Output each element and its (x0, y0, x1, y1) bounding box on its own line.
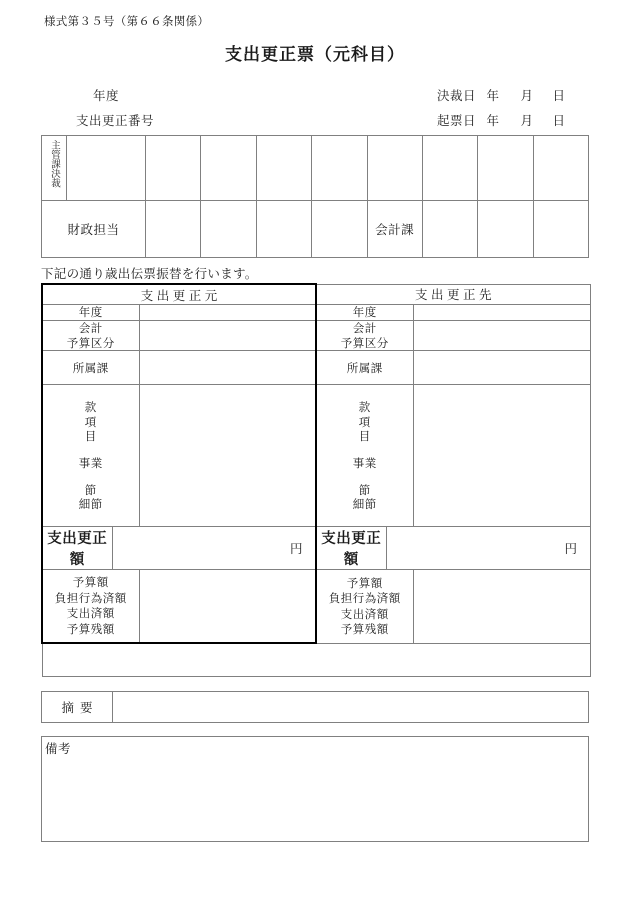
source-account-division-value[interactable] (139, 321, 316, 351)
summary-table (41, 691, 589, 723)
source-budget-summary-value[interactable] (139, 570, 316, 644)
approval-stamp-cell[interactable] (256, 136, 311, 201)
classification-line-2: 項 (84, 414, 97, 429)
finance-stamp-cell[interactable] (256, 201, 311, 258)
table-row-amount (42, 527, 590, 570)
approval-row-department (42, 136, 589, 201)
table-row (42, 351, 590, 385)
destination-department-value[interactable] (413, 351, 590, 385)
statement-text: 下記の通り歳出伝票振替を行います。 (41, 266, 258, 281)
source-amount-value[interactable] (112, 527, 316, 570)
currency-unit: 円 (564, 541, 578, 557)
approval-stamp-cell[interactable] (312, 136, 367, 201)
approval-vertical-label: 主管課決裁 (42, 136, 67, 201)
budget-summary-labels (42, 570, 139, 644)
budget-summary-labels (316, 570, 413, 644)
source-fiscal-year-value[interactable] (139, 305, 316, 321)
destination-budget-classification-value[interactable] (413, 385, 590, 527)
finance-stamp-cell[interactable] (146, 201, 201, 258)
summary-label: 摘要 (42, 692, 113, 723)
classification-line-6: 細節 (352, 497, 377, 512)
approval-date-label: 決裁日 (437, 88, 477, 103)
source-department-value[interactable] (139, 351, 316, 385)
row-label-department: 所属課 (42, 351, 139, 385)
classification-line-5: 節 (84, 482, 97, 497)
destination-budget-summary-value[interactable] (413, 570, 590, 644)
approval-stamp-cell[interactable] (422, 136, 477, 201)
source-budget-classification-value[interactable] (139, 385, 316, 527)
finance-stamp-cell[interactable] (201, 201, 256, 258)
approval-stamp-table (41, 135, 589, 258)
summary-value[interactable] (113, 692, 589, 723)
destination-section-heading: 支出更正先 (316, 284, 590, 305)
approval-stamp-cell[interactable] (533, 136, 588, 201)
page-title: 支出更正票（元科目） (225, 45, 405, 65)
approval-date-year-unit: 年 (486, 88, 500, 103)
draft-date-month-unit: 月 (520, 113, 534, 128)
row-label-account-division (42, 321, 139, 351)
classification-line-3: 目 (84, 429, 97, 444)
source-section-heading: 支出更正元 (42, 284, 316, 305)
approval-date-field (437, 86, 574, 104)
account-label-line1: 会計 (352, 321, 377, 335)
draft-date-field (437, 111, 574, 129)
currency-unit: 円 (290, 541, 304, 557)
fiscal-year-label: 年度 (93, 88, 120, 103)
row-label-fiscal-year: 年度 (316, 305, 413, 321)
approval-date-month-unit: 月 (520, 88, 534, 103)
row-label-department: 所属課 (316, 351, 413, 385)
budget-label-obligated: 負担行為済額 (328, 591, 401, 606)
table-row (42, 385, 590, 527)
row-label-budget-classification (42, 385, 139, 527)
draft-date-label: 起票日 (437, 113, 477, 128)
budget-label-expended: 支出済額 (66, 606, 115, 621)
table-row (42, 305, 590, 321)
draft-date-day-unit: 日 (552, 113, 566, 128)
budget-label-remaining: 予算残額 (340, 622, 389, 637)
classification-line-2: 項 (358, 414, 371, 429)
accounting-stamp-cell[interactable] (478, 201, 533, 258)
row-label-account-division (316, 321, 413, 351)
classification-line-6: 細節 (78, 497, 103, 512)
row-label-budget-classification (316, 385, 413, 527)
row-label-fiscal-year: 年度 (42, 305, 139, 321)
destination-amount-value[interactable] (386, 527, 590, 570)
draft-date-year-unit: 年 (486, 113, 500, 128)
blank-note-cell[interactable] (42, 643, 590, 677)
budget-label-amount: 予算額 (72, 575, 109, 590)
classification-line-3: 目 (358, 429, 371, 444)
classification-line-4: 事業 (352, 455, 377, 470)
classification-line-1: 款 (358, 399, 371, 414)
accounting-label: 会計課 (367, 201, 422, 258)
form-number: 様式第３５号（第６６条関係） (44, 14, 210, 28)
table-row (42, 321, 590, 351)
budget-label-expended: 支出済額 (340, 606, 389, 621)
approval-stamp-cell[interactable] (67, 136, 146, 201)
table-row-budget-summary (42, 570, 590, 644)
finance-label: 財政担当 (42, 201, 146, 258)
classification-line-1: 款 (84, 399, 97, 414)
approval-stamp-cell[interactable] (146, 136, 201, 201)
remarks-box[interactable] (41, 736, 589, 842)
approval-row-finance-accounting (42, 201, 589, 258)
table-row-blank (42, 643, 590, 677)
accounting-stamp-cell[interactable] (422, 201, 477, 258)
approval-date-day-unit: 日 (552, 88, 566, 103)
account-label-line2: 予算区分 (340, 335, 389, 350)
destination-amount-label: 支出更正額 (316, 527, 386, 570)
destination-fiscal-year-value[interactable] (413, 305, 590, 321)
budget-label-amount: 予算額 (346, 575, 383, 590)
finance-stamp-cell[interactable] (312, 201, 367, 258)
classification-line-4: 事業 (78, 455, 103, 470)
account-label-line2: 予算区分 (66, 335, 115, 350)
source-amount-label: 支出更正額 (42, 527, 112, 570)
approval-stamp-cell[interactable] (478, 136, 533, 201)
accounting-stamp-cell[interactable] (533, 201, 588, 258)
transfer-detail-table (41, 283, 591, 677)
destination-account-division-value[interactable] (413, 321, 590, 351)
correction-number-label: 支出更正番号 (76, 113, 155, 128)
budget-label-obligated: 負担行為済額 (54, 590, 127, 605)
approval-stamp-cell[interactable] (201, 136, 256, 201)
approval-stamp-cell[interactable] (367, 136, 422, 201)
section-heading-row (42, 284, 590, 305)
summary-row (42, 692, 589, 723)
remarks-label: 備考 (45, 741, 72, 756)
budget-label-remaining: 予算残額 (66, 621, 115, 636)
classification-line-5: 節 (358, 482, 371, 497)
account-label-line1: 会計 (78, 321, 103, 335)
